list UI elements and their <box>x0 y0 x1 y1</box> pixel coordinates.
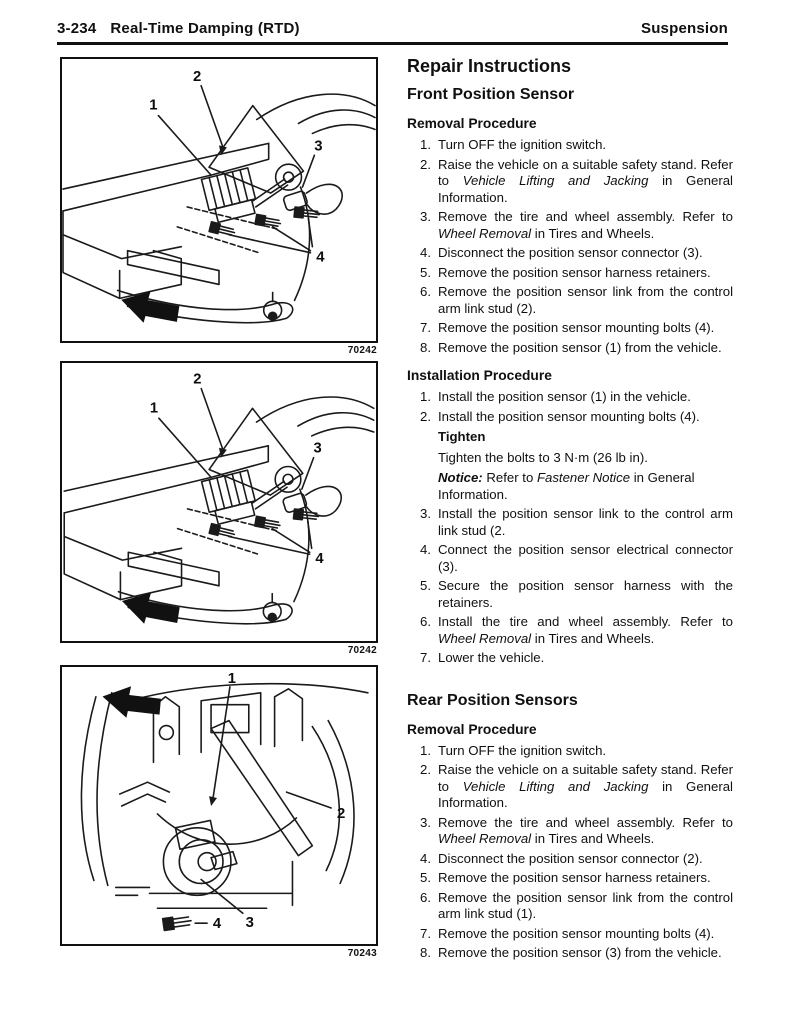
step-item <box>407 650 733 667</box>
figure-frame <box>60 361 378 643</box>
step-text <box>438 743 733 760</box>
callout-4: 4 <box>316 249 325 266</box>
step-number: 1. <box>420 389 431 404</box>
page-title: Repair Instructions <box>407 56 572 76</box>
text-segment: Tighten <box>438 429 486 444</box>
text-segment: Remove the position sensor link from the control arm link stud (1). <box>438 889 733 921</box>
figure-number: 70242 <box>347 345 377 356</box>
step-item <box>407 137 733 154</box>
step-number: 2. <box>420 762 431 777</box>
step-number: 5. <box>420 870 431 885</box>
section-heading: Front Position Sensor <box>407 86 575 103</box>
procedure-sections <box>407 85 733 962</box>
note-block <box>407 450 733 467</box>
callout-1: 1 <box>227 670 237 687</box>
text-segment: Connect the position sensor electrical connector (3). <box>438 542 733 574</box>
text-segment: Remove the position sensor harness retainers. <box>438 870 711 885</box>
text-segment: Remove the position sensor harness retainers. <box>438 264 711 280</box>
step-text <box>438 614 733 647</box>
figure-frame <box>60 57 378 343</box>
text-segment: Install the position sensor (1) in the vehicle. <box>438 389 691 404</box>
text-segment: Install the position sensor link to the control arm link stud (2. <box>438 506 733 538</box>
step-number: 3. <box>420 814 431 830</box>
callout-1: 1 <box>149 97 158 114</box>
text-segment: Remove the position sensor mounting bolts (4). <box>438 320 715 335</box>
position-sensor-part <box>163 820 236 895</box>
figure-frame <box>60 665 378 946</box>
text-segment: Vehicle Lifting and Jacking <box>462 778 649 794</box>
step-item <box>407 284 733 317</box>
step-number: 6. <box>420 284 431 299</box>
page-number: 3-234 <box>57 20 97 37</box>
text-segment: Wheel Removal <box>438 225 532 241</box>
repair-instructions-column <box>407 55 733 962</box>
note-block <box>407 429 733 446</box>
front-sensor-illustration <box>62 59 376 341</box>
step-number: 4. <box>420 542 431 557</box>
step-item <box>407 851 733 868</box>
text-segment: Raise the vehicle on a suitable safety stand. Refer to <box>438 156 733 188</box>
step-text <box>438 890 733 923</box>
text-segment: in General Information. <box>438 470 695 502</box>
figure-rear-sensor <box>60 665 378 959</box>
text-segment: Remove the tire and wheel assembly. Refer to <box>438 209 733 224</box>
procedure-heading: Removal Procedure <box>407 721 537 737</box>
text-segment: Wheel Removal <box>438 831 532 846</box>
step-item <box>407 245 733 262</box>
text-segment: in Tires and Wheels. <box>531 630 655 646</box>
text-segment: in Tires and Wheels. <box>531 225 655 241</box>
front-sensor-illustration <box>62 363 376 641</box>
step-number: 4. <box>420 850 431 866</box>
step-number: 3. <box>420 506 431 521</box>
section-title: Suspension <box>640 20 728 37</box>
step-number: 8. <box>420 945 431 960</box>
step-text <box>438 542 733 575</box>
step-number: 7. <box>420 320 431 335</box>
step-number: 2. <box>420 408 431 424</box>
text-segment: Lower the vehicle. <box>438 650 545 665</box>
step-text <box>438 506 733 539</box>
text-segment: Fastener Notice <box>536 470 631 485</box>
step-number: 1. <box>420 137 431 152</box>
callout-2: 2 <box>192 68 202 85</box>
text-segment: Turn OFF the ignition switch. <box>438 137 607 152</box>
step-item <box>407 389 733 406</box>
step-text <box>438 409 733 426</box>
callout-3: 3 <box>245 915 254 932</box>
text-segment: Remove the position sensor mounting bolts (4). <box>438 925 715 941</box>
step-text <box>438 870 733 887</box>
step-item <box>407 320 733 337</box>
text-segment: Wheel Removal <box>438 630 532 646</box>
text-segment: Vehicle Lifting and Jacking <box>462 173 649 188</box>
figure-front-sensor-installation <box>60 361 378 656</box>
step-item <box>407 157 733 207</box>
step-item <box>407 542 733 575</box>
text-segment: in General Information. <box>438 778 733 810</box>
step-text <box>438 284 733 317</box>
text-segment: Remove the tire and wheel assembly. Refer to <box>438 814 733 830</box>
text-segment: Disconnect the position sensor connector (3). <box>438 245 703 260</box>
step-text <box>438 209 733 242</box>
step-text <box>438 945 733 962</box>
procedure-heading: Installation Procedure <box>407 368 552 383</box>
figure-number: 70242 <box>347 645 377 656</box>
step-text <box>438 137 733 154</box>
procedure-section <box>407 691 733 962</box>
section-heading: Rear Position Sensors <box>407 691 578 709</box>
step-text <box>438 578 733 611</box>
step-number: 2. <box>420 156 431 172</box>
text-segment: Refer to <box>482 470 537 485</box>
step-text <box>438 157 733 207</box>
step-item <box>407 870 733 887</box>
step-text <box>438 265 733 282</box>
step-item <box>407 209 733 242</box>
step-number: 5. <box>420 578 431 593</box>
procedure-section <box>407 85 733 667</box>
step-number: 1. <box>420 742 431 758</box>
step-text <box>438 389 733 406</box>
step-text <box>438 926 733 943</box>
step-text <box>438 851 733 868</box>
text-segment: in Tires and Wheels. <box>531 831 655 846</box>
callout-2: 2 <box>336 805 346 822</box>
step-number: 7. <box>420 925 431 941</box>
text-segment: Tighten the bolts to 3 N·m (26 lb in). <box>438 449 648 465</box>
step-item <box>407 265 733 282</box>
text-segment: Secure the position sensor harness with the retainers. <box>438 578 733 610</box>
step-item <box>407 340 733 357</box>
text-segment: Raise the vehicle on a suitable safety stand. Refer to <box>438 762 733 794</box>
figure-number: 70243 <box>347 948 377 959</box>
step-item <box>407 743 733 760</box>
step-number: 3. <box>420 209 431 224</box>
step-text <box>438 320 733 337</box>
step-item <box>407 409 733 426</box>
callout-3: 3 <box>314 138 323 155</box>
step-number: 8. <box>420 339 431 355</box>
step-item <box>407 890 733 923</box>
step-item <box>407 926 733 943</box>
rear-sensor-illustration <box>62 667 376 944</box>
step-item <box>407 945 733 962</box>
chapter-title: Real-Time Damping (RTD) <box>110 20 300 37</box>
step-number: 6. <box>420 889 431 905</box>
text-segment: Install the position sensor mounting bolts (4). <box>438 408 700 424</box>
page-header <box>57 20 728 45</box>
text-segment: Notice: <box>438 470 483 485</box>
step-text <box>438 815 733 848</box>
leader-arrowhead <box>209 796 217 806</box>
step-item <box>407 762 733 812</box>
text-segment: Remove the position sensor (1) from the vehicle. <box>438 339 722 355</box>
step-item <box>407 614 733 647</box>
step-number: 4. <box>420 245 431 260</box>
step-text <box>438 762 733 812</box>
text-segment: Remove the position sensor link from the control arm link stud (2). <box>438 284 733 316</box>
callout-4: 4 <box>212 916 222 933</box>
step-number: 6. <box>420 614 431 629</box>
step-item <box>407 815 733 848</box>
step-number: 7. <box>420 650 431 665</box>
text-segment: Install the tire and wheel assembly. Refer to <box>438 614 733 629</box>
text-segment: in General Information. <box>438 173 733 205</box>
text-segment: Remove the position sensor (3) from the vehicle. <box>438 945 722 960</box>
step-item <box>407 506 733 539</box>
note-block <box>407 470 733 503</box>
procedure-heading: Removal Procedure <box>407 116 537 131</box>
step-item <box>407 578 733 611</box>
step-text <box>438 245 733 262</box>
text-segment: Disconnect the position sensor connector (2). <box>438 850 703 866</box>
text-segment: Turn OFF the ignition switch. <box>438 742 607 758</box>
step-number: 5. <box>420 264 431 280</box>
step-text <box>438 650 733 667</box>
figure-front-sensor-removal <box>60 57 378 356</box>
step-text <box>438 340 733 357</box>
